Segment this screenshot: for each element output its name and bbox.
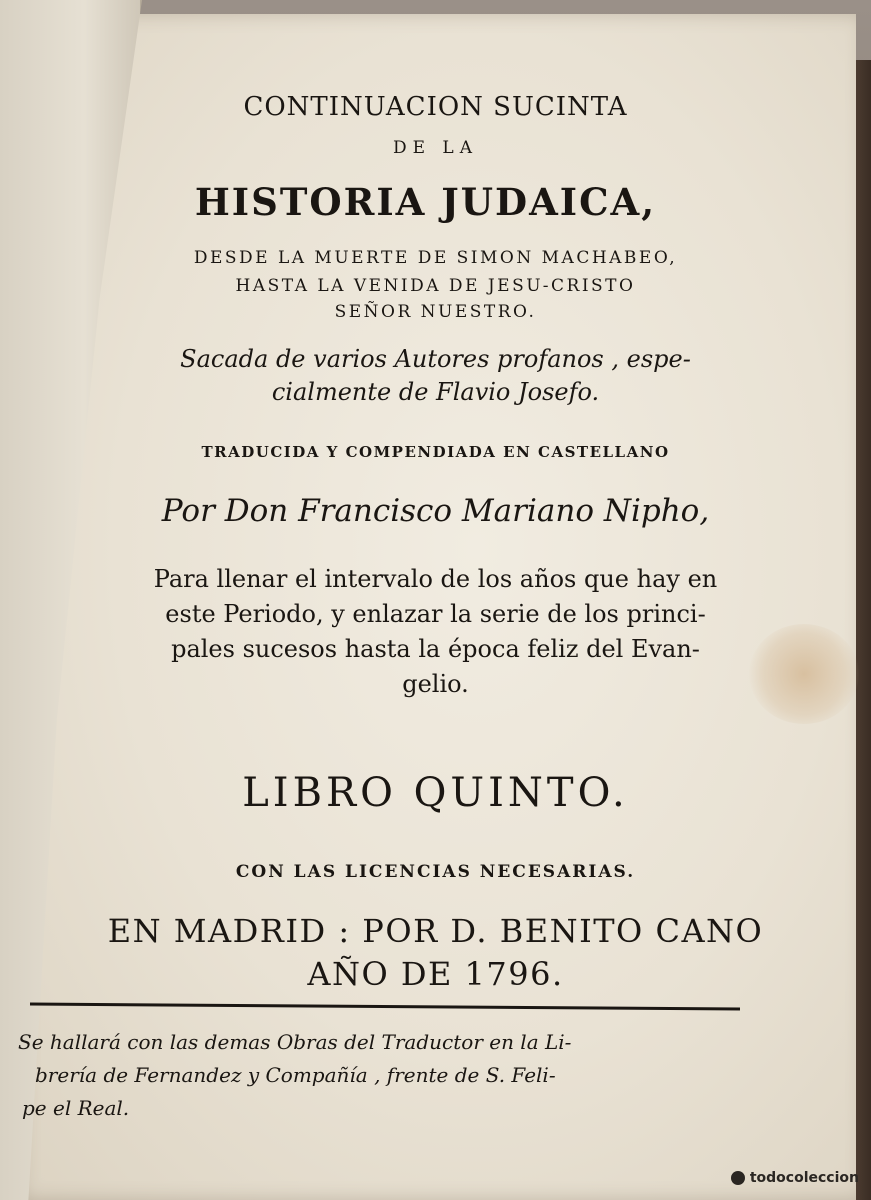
subtitle-line: DESDE LA MUERTE DE SIMON MACHABEO,	[193, 248, 678, 268]
source-line: cialmente de Flavio Josefo.	[271, 378, 600, 406]
purpose-line: pales sucesos hasta la época feliz del Evan-	[171, 635, 700, 663]
year-line: AÑO DE 1796.	[307, 955, 564, 993]
watermark-logo-icon	[731, 1171, 745, 1185]
footer-line: brería de Fernandez y Compañía , frente de S. Feli-	[35, 1063, 556, 1087]
main-title: HISTORIA JUDAICA,	[194, 180, 657, 224]
title-line-1: CONTINUACION SUCINTA	[243, 92, 628, 122]
watermark	[731, 1170, 859, 1186]
watermark-text: todocoleccion	[749, 1170, 859, 1186]
translation-note: TRADUCIDA Y COMPENDIADA EN CASTELLANO	[201, 443, 670, 461]
licenses-line: CON LAS LICENCIAS NECESARIAS.	[235, 862, 636, 882]
purpose-line: gelio.	[402, 670, 469, 698]
book-number: LIBRO QUINTO.	[242, 770, 629, 816]
subtitle-line: HASTA LA VENIDA DE JESU-CRISTO	[235, 276, 636, 296]
footer-line: pe el Real.	[22, 1096, 130, 1120]
purpose-line: Para llenar el intervalo de los años que hay en	[153, 565, 718, 593]
author-line: Por Don Francisco Mariano Nipho,	[161, 493, 710, 529]
source-line: Sacada de varios Autores profanos , espe-	[180, 345, 691, 373]
imprint-line: EN MADRID : POR D. BENITO CANO	[107, 912, 764, 950]
purpose-line: este Periodo, y enlazar la serie de los princi-	[165, 600, 706, 628]
title-line-2: DE LA	[392, 138, 478, 158]
footer-line: Se hallará con las demas Obras del Traductor en la Li-	[18, 1030, 572, 1054]
subtitle-line: SEÑOR NUESTRO.	[334, 302, 537, 322]
